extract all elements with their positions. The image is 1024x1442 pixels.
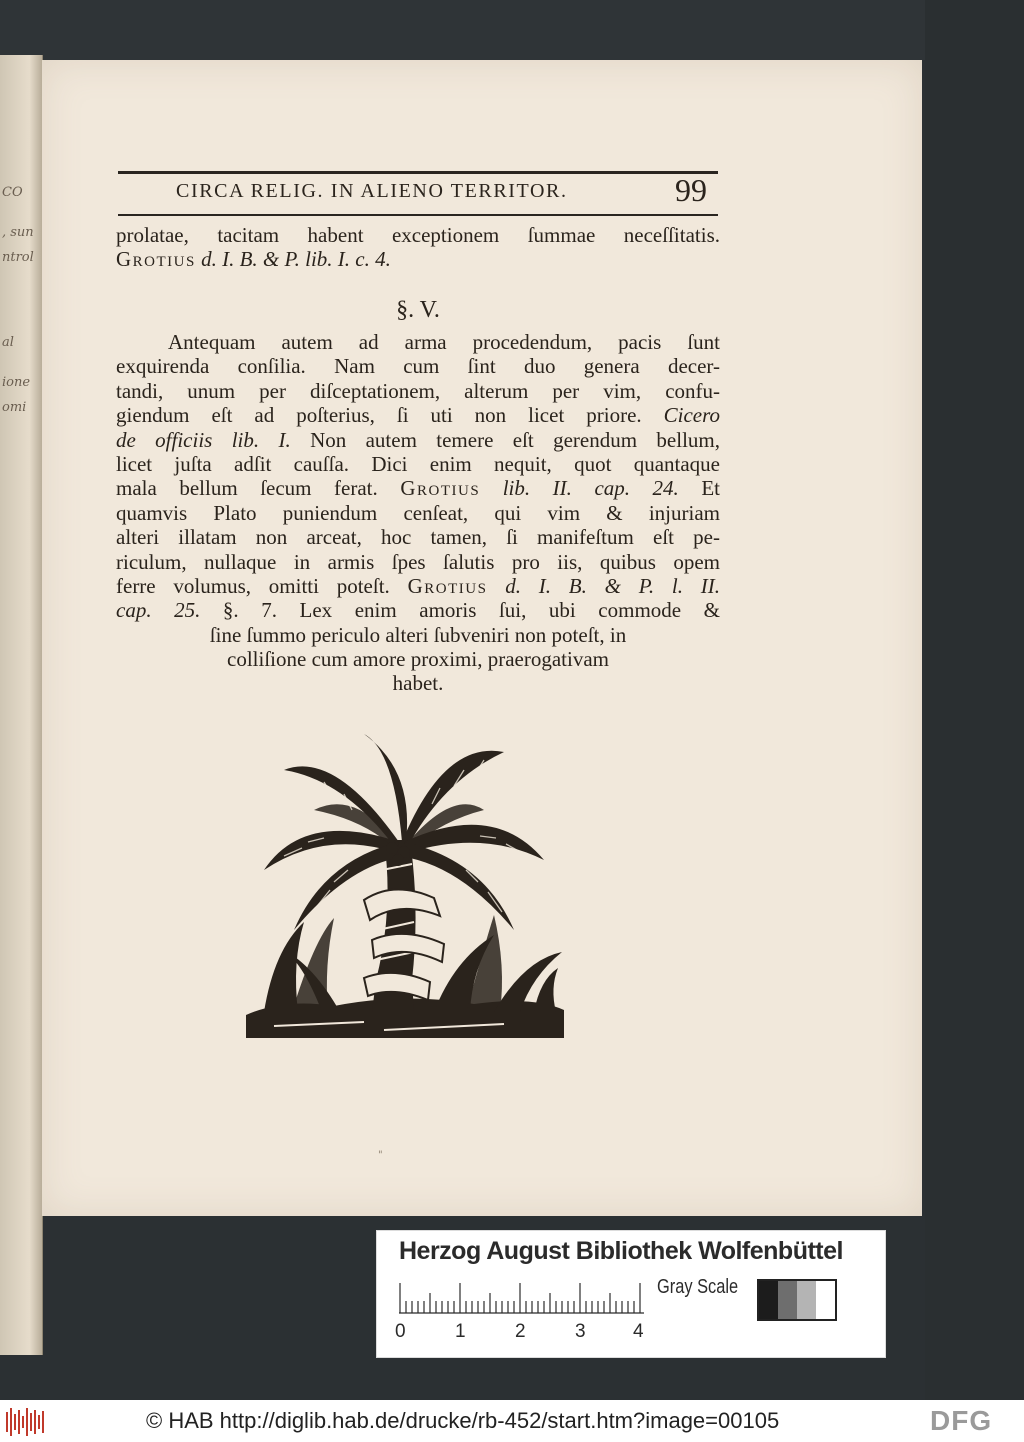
author-name: Grotius	[116, 247, 196, 272]
text-line: prolatae, tacitam habent exceptionem ſummae neceſſitatis.	[116, 223, 720, 247]
text-segment: §. 7. Lex enim amoris ſui, ubi commode &	[222, 598, 720, 623]
citation: de officiis lib. I.	[116, 427, 291, 452]
text-line: Antequam autem ad arma procedendum, pacis ſunt	[168, 330, 720, 354]
left-page-fragment: , sun	[2, 225, 34, 240]
scale-label: 0	[395, 1321, 406, 1342]
citation: cap. 25.	[116, 598, 201, 623]
citation: d. I. B. & P. lib. I. c. 4.	[195, 247, 391, 272]
text-line: riculum, nullaque in armis ſpes ſalutis pro iis, quibus opem	[116, 549, 720, 574]
text-line: habet.	[392, 671, 444, 696]
text-line: alteri illatam non arceat, hoc tamen, ſi manifeſtum eſt pe-	[116, 525, 720, 550]
gray-step	[759, 1281, 778, 1319]
footer-copyright-link[interactable]: © HAB http://diglib.hab.de/drucke/rb-452/start.htm?image=00105	[146, 1408, 780, 1433]
text-line: tandi, unum per diſceptationem, alterum per vim, confu-	[116, 378, 720, 403]
left-page-fragment: CO	[2, 185, 23, 200]
text-segment: Et	[701, 476, 721, 501]
gray-step	[816, 1281, 835, 1319]
section-heading: §. V.	[396, 297, 440, 323]
page-number: 99	[675, 172, 707, 208]
color-reference-card	[376, 1230, 886, 1358]
text-line	[116, 598, 720, 622]
text-line	[116, 428, 720, 452]
header-rule-bottom	[118, 214, 718, 216]
scale-label: 3	[575, 1321, 586, 1342]
ruler-scale-icon	[399, 1281, 649, 1321]
text-segment: giendum eſt ad poſterius, ſi uti non licet priore.	[116, 403, 642, 428]
text-line	[116, 574, 720, 598]
gray-step	[797, 1281, 816, 1319]
text-segment: mala bellum ſecum ferat.	[116, 476, 378, 501]
footer-bar	[0, 1400, 1024, 1442]
scale-label: 1	[455, 1321, 466, 1342]
text-segment: Non autem temere eſt gerendum bellum,	[310, 427, 720, 452]
left-page-fragment: ione	[2, 375, 31, 390]
palm-tree-woodcut-icon	[244, 730, 566, 1040]
adjacent-page-edge	[0, 55, 43, 1355]
left-page-fragment: ntrol	[2, 250, 34, 265]
scale-label: 2	[515, 1321, 526, 1342]
left-page-fragment: omi	[2, 400, 27, 415]
scale-label: 4	[633, 1321, 644, 1342]
text-line: licet juſta adſit cauſſa. Dici enim nequit, quot quantaque	[116, 451, 720, 476]
scan-background-right	[925, 0, 1024, 1400]
text-line: ſine ſummo periculo alteri ſubveniri non poteſt, in	[209, 622, 627, 647]
text-line: quamvis Plato puniendum cenſeat, qui vim & injuriam	[116, 500, 720, 525]
gray-scale-label: Gray Scale	[657, 1276, 739, 1298]
running-head: CIRCA RELIG. IN ALIENO TERRITOR.	[176, 180, 568, 202]
scan-background-top	[0, 0, 1024, 60]
author-name: Grotius	[400, 476, 481, 501]
dfg-logo: DFG	[930, 1405, 993, 1436]
header-rule-top	[118, 171, 718, 174]
text-line	[116, 247, 720, 271]
gray-step	[778, 1281, 797, 1319]
text-line: colliſione cum amore proximi, praerogativam	[227, 647, 609, 672]
intro-text	[116, 223, 720, 272]
text-line	[116, 476, 720, 500]
left-page-fragment: al	[2, 335, 14, 350]
card-title: Herzog August Bibliothek Wolfenbüttel	[399, 1237, 843, 1265]
page-mark: "	[378, 1150, 383, 1161]
body-text	[116, 330, 720, 696]
author-name: Grotius	[407, 573, 488, 598]
gray-scale-swatch	[757, 1279, 837, 1321]
citation: d. I. B. & P. l. II.	[505, 573, 720, 598]
citation: Cicero	[663, 403, 720, 428]
hab-barcode-icon	[6, 1408, 46, 1436]
citation: lib. II. cap. 24.	[502, 476, 679, 501]
text-line: exquirenda conſilia. Nam cum ſint duo genera decer-	[116, 354, 720, 379]
text-line	[116, 403, 720, 427]
text-segment: ferre volumus, omitti poteſt.	[116, 573, 390, 598]
